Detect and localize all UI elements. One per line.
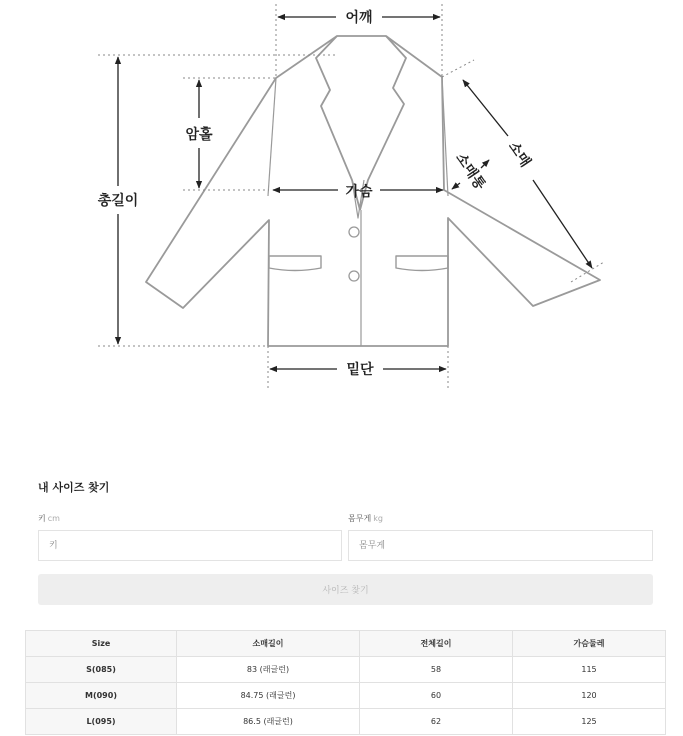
sleeve-width-label: 소매통: [452, 150, 489, 193]
chest-label: 가슴: [345, 184, 373, 200]
sleeve-label: 소매: [504, 138, 534, 171]
sleeve-length-cell: 84.75 (래글런): [177, 683, 360, 709]
height-input[interactable]: [38, 530, 342, 561]
chest-cell: 125: [513, 709, 666, 735]
sleeve-length-cell: 86.5 (래글런): [177, 709, 360, 735]
height-unit: cm: [47, 514, 60, 523]
size-cell: L(095): [26, 709, 177, 735]
size-table-header-row: [26, 631, 666, 657]
chest-cell: 115: [513, 657, 666, 683]
sleeve-width-arrow-upper: [481, 160, 489, 168]
height-label-text: 키: [38, 514, 46, 523]
size-cell: S(085): [26, 657, 177, 683]
header-chest: 가슴둘레: [513, 631, 666, 657]
weight-label-text: 몸무게: [348, 514, 372, 523]
total-length-label: 총길이: [97, 193, 139, 209]
total-length-cell: 58: [360, 657, 513, 683]
total-length-cell: 60: [360, 683, 513, 709]
weight-input[interactable]: [348, 530, 653, 561]
size-table: [25, 630, 666, 735]
chest-cell: 120: [513, 683, 666, 709]
find-size-button[interactable]: 사이즈 찾기: [38, 574, 653, 605]
weight-unit: kg: [373, 514, 383, 523]
size-cell: M(090): [26, 683, 177, 709]
hem-label: 밑단: [346, 362, 374, 378]
shoulder-label: 어깨: [345, 10, 373, 26]
table-row: [26, 657, 666, 683]
table-row: [26, 709, 666, 735]
size-finder-title: 내 사이즈 찾기: [38, 481, 110, 494]
header-sleeve-length: 소매길이: [177, 631, 360, 657]
sleeve-width-arrow-lower: [452, 183, 460, 189]
total-length-cell: 62: [360, 709, 513, 735]
header-total-length: 전체길이: [360, 631, 513, 657]
sleeve-length-cell: 83 (래글런): [177, 657, 360, 683]
weight-field-label: [348, 513, 383, 524]
sleeve-arrow-upper: [463, 80, 508, 136]
armhole-label: 암홀: [185, 127, 213, 143]
header-size: Size: [26, 631, 177, 657]
jacket-illustration: [146, 36, 600, 346]
table-row: [26, 683, 666, 709]
height-field-label: [38, 513, 60, 524]
